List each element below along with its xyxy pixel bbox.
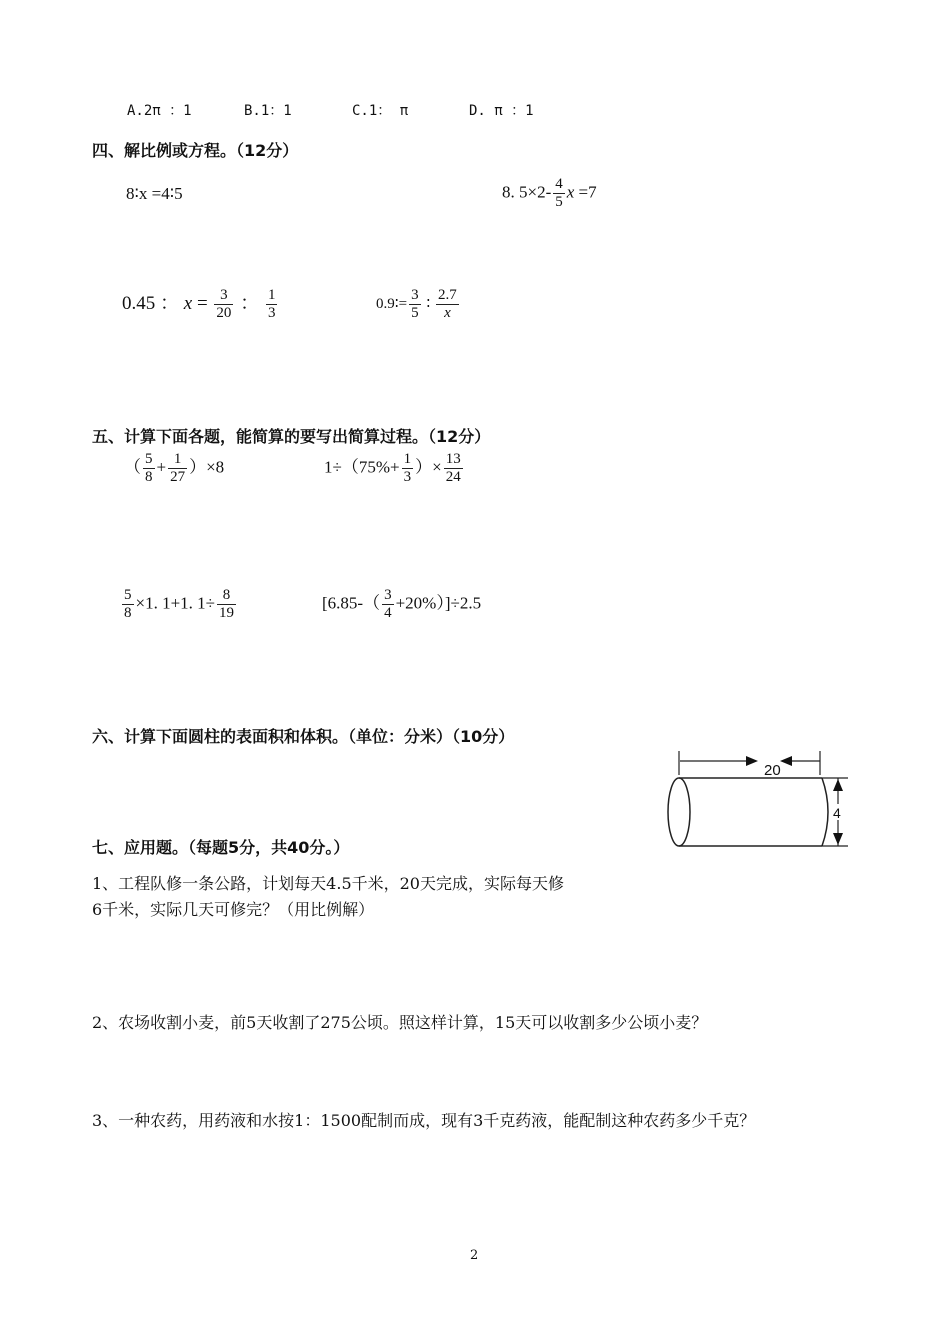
eq4-prefix: 0.9∶= (376, 295, 408, 312)
section-4-title: 四、解比例或方程。（12分） (92, 141, 299, 160)
p2-f2-den: 24 (445, 469, 461, 485)
eq2-post: =7 (574, 182, 597, 202)
equation-2 (502, 176, 597, 211)
p1-f2-den: 27 (170, 469, 186, 485)
section-6-title: 六、计算下面圆柱的表面积和体积。（单位：分米）（10分） (92, 727, 515, 746)
eq3-f1-num: 3 (214, 287, 233, 305)
section-7-title: 七、应用题。（每题5分，共40分。） (92, 838, 350, 857)
eq2-num: 4 (555, 176, 563, 192)
p1-f2-num: 1 (168, 451, 187, 469)
length-label: 20 (764, 762, 781, 779)
eq2-var: x (566, 182, 575, 202)
eq4-fraction-2 (436, 287, 459, 322)
eq3-fraction-2 (266, 287, 278, 322)
p3-f2-num: 8 (217, 587, 236, 605)
question-3: 3、一种农药，用药液和水按1：1500配制而成，现有3千克药液，能配制这种农药多少千克？ (92, 1111, 756, 1130)
p1-f1-den: 8 (145, 469, 153, 485)
p3-f1-den: 8 (124, 605, 132, 621)
choice-c: C.1： π (352, 103, 409, 119)
p3-f2-den: 19 (219, 605, 235, 621)
question-1-line-1: 1、工程队修一条公路，计划每天4.5千米，20天完成，实际每天修 (92, 874, 564, 893)
p1-fraction-2 (168, 451, 187, 486)
eq3-var: x (183, 292, 193, 314)
eq4-fraction-1 (409, 287, 421, 322)
eq4-sep: ∶ (426, 295, 431, 312)
problem-5-2 (324, 451, 465, 486)
p2-f2-num: 13 (445, 451, 461, 467)
eq3-fraction-1 (214, 287, 233, 322)
eq3-f2-num: 1 (267, 287, 276, 303)
dim-right-arrow (746, 756, 758, 766)
cylinder-diagram (660, 745, 860, 860)
p4-fraction (382, 587, 394, 622)
p2-f1-den: 3 (403, 469, 412, 485)
question-1-line-2: 6千米，实际几天可修完？（用比例解） (92, 900, 375, 919)
p1-f1-num: 5 (145, 451, 153, 467)
p2-fraction-1 (402, 451, 414, 486)
problem-5-1 (124, 451, 224, 486)
p1-open: （ (124, 457, 141, 477)
choice-d: D. π ：1 (469, 103, 534, 119)
eq3-prefix: 0.45 ： (122, 292, 180, 314)
p3-mid: ×1. 1+1. 1÷ (135, 593, 216, 613)
page-number: 2 (470, 1248, 479, 1263)
p2-f1-num: 1 (403, 451, 412, 467)
eq3-equals: = (192, 292, 213, 314)
dia-top-arrow (833, 779, 843, 791)
eq2-den: 5 (555, 194, 563, 210)
p3-fraction-2 (217, 587, 236, 622)
equation-4 (376, 287, 461, 322)
choice-b: B.1：1 (244, 103, 292, 119)
dia-bottom-arrow (833, 833, 843, 845)
p1-close: ）×8 (189, 457, 225, 477)
p4-num: 3 (384, 587, 392, 603)
eq2-prefix: 8. 5×2- (502, 182, 552, 202)
question-2: 2、农场收割小麦，前5天收割了275公顷。照这样计算，15天可以收割多少公顷小麦？ (92, 1013, 708, 1032)
p4-post: +20%）]÷2.5 (395, 593, 482, 613)
p1-fraction-1 (143, 451, 155, 486)
section-5-title: 五、计算下面各题，能简算的要写出简算过程。（12分） (92, 427, 491, 446)
equation-1: 8∶x =4∶5 (126, 184, 183, 203)
problem-5-3 (120, 587, 238, 622)
p4-prefix: [6.85-（ (322, 593, 381, 613)
eq3-f1-den: 20 (216, 305, 232, 321)
p2-fraction-2 (444, 451, 463, 486)
p2-mid: ）× (415, 457, 442, 477)
p1-plus: + (156, 457, 167, 477)
eq4-f2-den: x (444, 305, 451, 321)
dim-left-arrow (780, 756, 792, 766)
problem-5-4 (322, 587, 481, 622)
p2-prefix: 1÷（75%+ (324, 457, 400, 477)
equation-3 (122, 287, 279, 322)
cylinder-right-face (822, 778, 828, 846)
cylinder-left-face (668, 778, 690, 846)
eq2-fraction (553, 176, 565, 211)
p4-den: 4 (384, 605, 392, 621)
eq4-f2-num: 2.7 (438, 287, 457, 303)
eq4-f1-num: 3 (411, 287, 419, 303)
eq4-f1-den: 5 (411, 305, 419, 321)
p3-fraction-1 (122, 587, 134, 622)
choice-a: A.2π ：1 (127, 103, 192, 119)
eq3-sep: ： (240, 292, 260, 314)
diameter-label: 4 (833, 805, 841, 821)
p3-f1-num: 5 (124, 587, 132, 603)
eq3-f2-den: 3 (267, 305, 276, 321)
